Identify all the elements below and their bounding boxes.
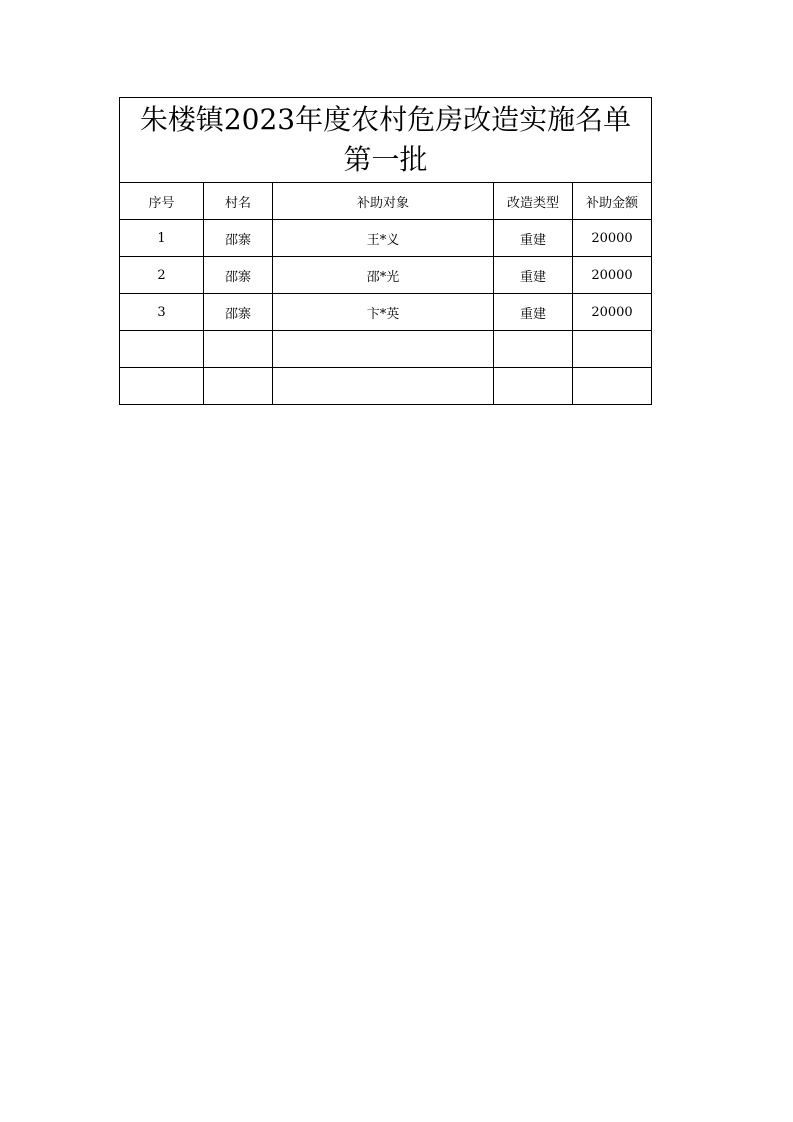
cell-village [204, 368, 273, 405]
header-recipient: 补助对象 [273, 183, 494, 220]
cell-renovation-type: 重建 [494, 294, 573, 331]
table-row [120, 220, 652, 257]
cell-renovation-type [494, 368, 573, 405]
cell-subsidy-amount: 20000 [573, 257, 652, 294]
cell-subsidy-amount: 20000 [573, 294, 652, 331]
header-renovation-type: 改造类型 [494, 183, 573, 220]
title-row [120, 98, 652, 183]
header-row [120, 183, 652, 220]
title-batch: 第一批 [343, 143, 428, 176]
table-title [120, 98, 652, 183]
cell-village: 邵寨 [204, 294, 273, 331]
cell-index: 2 [120, 257, 204, 294]
title-main: 朱楼镇2023年度农村危房改造实施名单 [139, 103, 632, 136]
cell-renovation-type [494, 331, 573, 368]
cell-subsidy-amount [573, 331, 652, 368]
cell-recipient [273, 368, 494, 405]
cell-index [120, 331, 204, 368]
header-village: 村名 [204, 183, 273, 220]
cell-index: 1 [120, 220, 204, 257]
table-row-empty [120, 331, 652, 368]
header-subsidy-amount: 补助金额 [573, 183, 652, 220]
cell-recipient: 卞*英 [273, 294, 494, 331]
cell-subsidy-amount [573, 368, 652, 405]
cell-village: 邵寨 [204, 220, 273, 257]
cell-village: 邵寨 [204, 257, 273, 294]
table-row-empty [120, 368, 652, 405]
document-sheet [119, 97, 651, 405]
cell-recipient [273, 331, 494, 368]
assistance-list-table [119, 97, 652, 405]
cell-index: 3 [120, 294, 204, 331]
cell-village [204, 331, 273, 368]
table-row [120, 294, 652, 331]
cell-renovation-type: 重建 [494, 220, 573, 257]
cell-recipient: 邵*光 [273, 257, 494, 294]
cell-index [120, 368, 204, 405]
cell-recipient: 王*义 [273, 220, 494, 257]
table-row [120, 257, 652, 294]
cell-subsidy-amount: 20000 [573, 220, 652, 257]
header-index: 序号 [120, 183, 204, 220]
cell-renovation-type: 重建 [494, 257, 573, 294]
